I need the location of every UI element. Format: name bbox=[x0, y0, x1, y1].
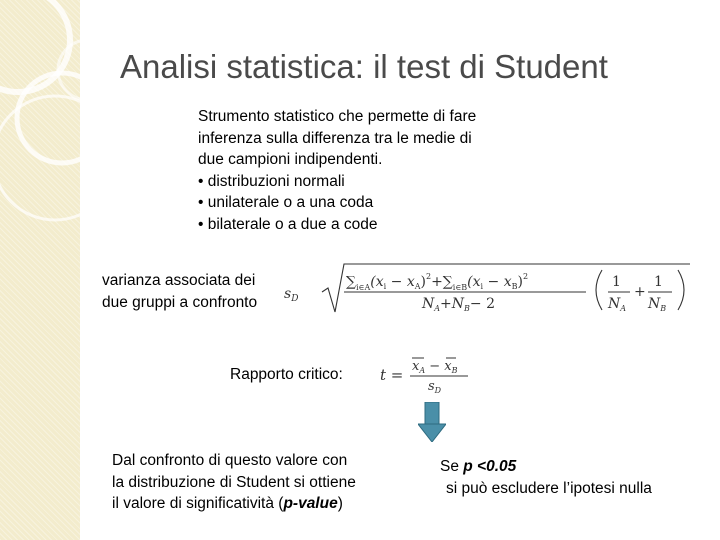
svg-text:+: + bbox=[634, 284, 646, 300]
intro-line: due campioni indipendenti. bbox=[198, 151, 383, 168]
svg-text:xA − xB: $x_A - x_B$ bbox=[412, 359, 458, 375]
svg-text:∑i∈A(xi − xA)2+∑i∈B(xi − xB)2: $\sum_{i\in A}(x_i - x_A)^2+\sum_{i\in B}(x_i - x_B)^2$ bbox=[346, 272, 529, 292]
down-arrow-icon bbox=[418, 402, 446, 442]
critical-ratio-label: Rapporto critico: bbox=[230, 366, 343, 383]
conclusion-line: si può escludere l’ipotesi nulla bbox=[446, 479, 652, 497]
bullet-one-tailed: • unilaterale o a una coda bbox=[198, 194, 374, 211]
bullet-two-tailed: • bilaterale o a due a code bbox=[198, 215, 378, 233]
conclusion-line: la distribuzione di Student si ottiene bbox=[112, 473, 356, 491]
decorative-circles bbox=[0, 0, 120, 230]
svg-text:sD: $s_D$ bbox=[284, 286, 299, 304]
t-statistic-formula bbox=[376, 350, 476, 394]
conclusion-line: il valore di significatività (p-value) bbox=[112, 495, 343, 512]
p-value-explanation bbox=[112, 450, 412, 515]
p-value-term: p-value bbox=[283, 495, 338, 512]
intro-line: inferenza sulla differenza tra le medie di bbox=[198, 129, 472, 147]
svg-text:NB: $N_B$ bbox=[648, 296, 667, 313]
svg-text:t =: t = bbox=[380, 366, 404, 384]
intro-line: Strumento statistico che permette di fare bbox=[198, 108, 477, 125]
null-hypothesis-conclusion bbox=[440, 456, 710, 499]
svg-text:NA+NB− 2: $N_A+N_B- 2$ bbox=[422, 296, 495, 313]
p-threshold: p <0.05 bbox=[463, 458, 517, 475]
variance-label bbox=[102, 270, 287, 313]
conclusion-line: Se p <0.05 bbox=[440, 458, 517, 475]
bullet-normal-distributions: • distribuzioni normali bbox=[198, 172, 345, 190]
intro-text bbox=[198, 106, 528, 235]
variance-label-line: varianza associata dei bbox=[102, 272, 256, 289]
slide-title: Analisi statistica: il test di Student bbox=[120, 48, 608, 85]
conclusion-line: Dal confronto di questo valore con bbox=[112, 452, 348, 469]
svg-text:1: 1 bbox=[654, 274, 663, 290]
svg-text:NA: $N_A$ bbox=[608, 296, 627, 313]
svg-text:sD: $s_D$ bbox=[428, 379, 442, 394]
variance-label-line: due gruppi a confronto bbox=[102, 293, 258, 311]
svg-text:1: 1 bbox=[612, 274, 621, 290]
pooled-sd-formula bbox=[282, 258, 694, 318]
